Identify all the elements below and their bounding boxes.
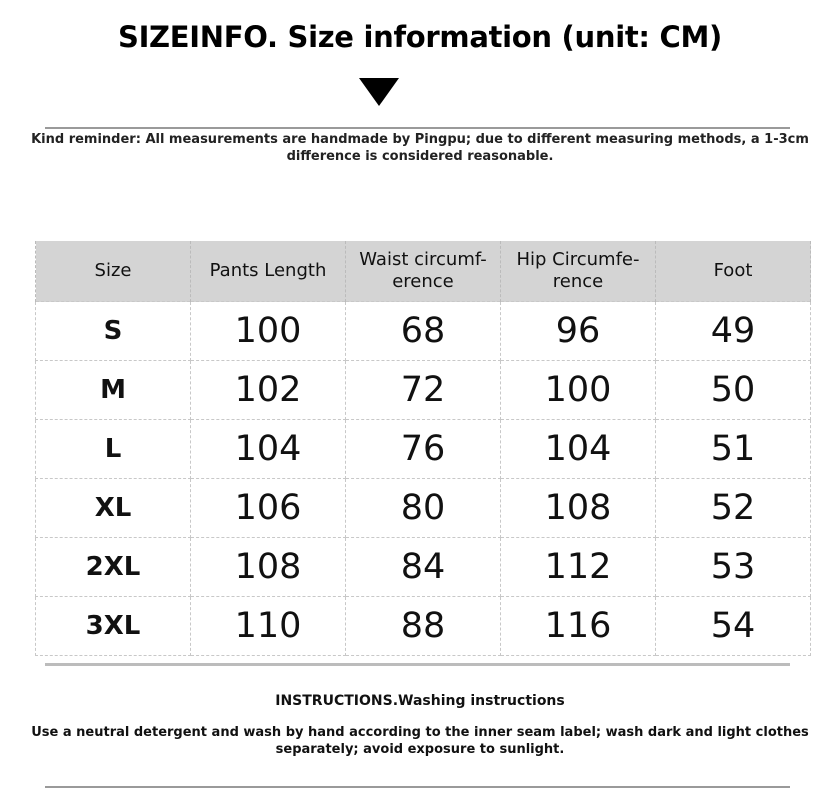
size-cell: L [36, 420, 191, 479]
hip-cell: 104 [501, 420, 656, 479]
waist-cell: 68 [346, 302, 501, 361]
page-title: SIZEINFO. Size information (unit: CM) [117, 20, 722, 54]
divider-top [45, 127, 790, 129]
pants-length-cell: 102 [191, 361, 346, 420]
foot-cell: 53 [656, 538, 811, 597]
pants-length-cell: 106 [191, 479, 346, 538]
waist-cell: 72 [346, 361, 501, 420]
pants-length-cell: 108 [191, 538, 346, 597]
table-row [36, 597, 811, 656]
waist-cell: 88 [346, 597, 501, 656]
triangle-down-icon [359, 78, 399, 106]
foot-cell: 54 [656, 597, 811, 656]
instructions-text: Use a neutral detergent and wash by hand according to the inner seam label; wash dark and light clothes separately; avoid exposure to sunlight. [31, 725, 809, 757]
instructions-title: INSTRUCTIONS.Washing instructions [275, 693, 565, 709]
waist-cell: 76 [346, 420, 501, 479]
pants-length-cell: 100 [191, 302, 346, 361]
hip-cell: 100 [501, 361, 656, 420]
pants-length-cell: 104 [191, 420, 346, 479]
header-foot: Foot [656, 241, 811, 302]
foot-cell: 49 [656, 302, 811, 361]
foot-cell: 51 [656, 420, 811, 479]
size-cell: 2XL [36, 538, 191, 597]
kind-reminder: Kind reminder: All measurements are handmade by Pingpu; due to different measuring methods, a 1-3cm difference is considered reasonable. [31, 132, 809, 164]
table-row [36, 538, 811, 597]
hip-cell: 108 [501, 479, 656, 538]
divider-middle [45, 663, 790, 666]
size-cell: M [36, 361, 191, 420]
hip-cell: 112 [501, 538, 656, 597]
header-hip: Hip Circumfe- rence [501, 241, 656, 302]
size-cell: 3XL [36, 597, 191, 656]
table-header-row [36, 241, 811, 302]
table-row [36, 302, 811, 361]
size-cell: XL [36, 479, 191, 538]
table-row [36, 361, 811, 420]
header-size: Size [36, 241, 191, 302]
waist-cell: 84 [346, 538, 501, 597]
header-pants-length: Pants Length [191, 241, 346, 302]
foot-cell: 52 [656, 479, 811, 538]
hip-cell: 96 [501, 302, 656, 361]
hip-cell: 116 [501, 597, 656, 656]
size-table [35, 241, 811, 656]
pants-length-cell: 110 [191, 597, 346, 656]
divider-bottom [45, 786, 790, 788]
table-row [36, 420, 811, 479]
foot-cell: 50 [656, 361, 811, 420]
header-waist: Waist circumf- erence [346, 241, 501, 302]
table-row [36, 479, 811, 538]
size-cell: S [36, 302, 191, 361]
waist-cell: 80 [346, 479, 501, 538]
